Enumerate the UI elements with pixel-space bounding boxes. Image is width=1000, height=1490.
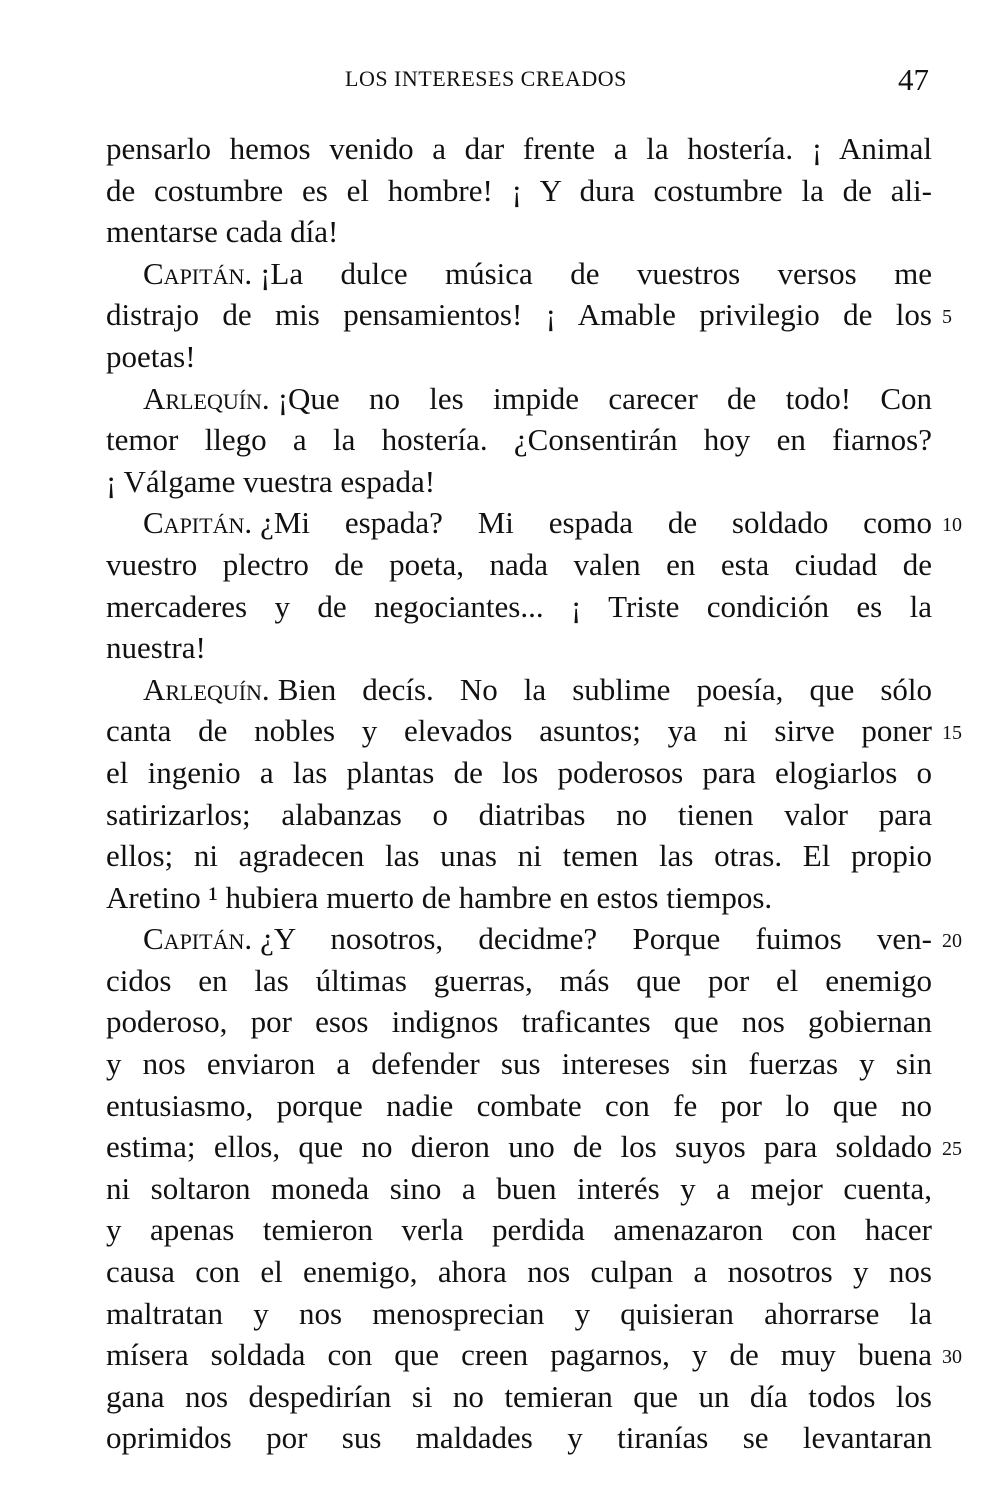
text-line xyxy=(106,918,962,960)
line-text xyxy=(106,877,932,919)
line-text xyxy=(106,336,932,378)
line-number: 30 xyxy=(942,1346,962,1369)
text-line xyxy=(106,752,932,794)
line-content: canta de nobles y elevados asuntos; ya ni sirve poner xyxy=(106,713,932,749)
line-text xyxy=(106,1168,932,1210)
line-text xyxy=(106,1209,932,1251)
text-line xyxy=(106,960,932,1002)
line-text xyxy=(106,710,932,752)
line-text xyxy=(106,1126,932,1168)
line-content: vuestro plectro de poeta, nada valen en esta ciudad de xyxy=(106,546,932,582)
line-text xyxy=(106,253,932,295)
line-content: y nos enviaron a defender sus intereses sin fuerzas y sin xyxy=(106,1046,932,1082)
line-content: Aretino ¹ hubiera muerto de hambre en estos tiempos. xyxy=(106,879,773,915)
text-line xyxy=(106,1251,932,1293)
text-line xyxy=(106,794,932,836)
line-text xyxy=(106,294,932,336)
line-content: maltratan y nos menosprecian y quisieran ahorrarse la xyxy=(106,1295,932,1331)
text-line xyxy=(106,378,932,420)
text-line xyxy=(106,1126,962,1168)
text-line xyxy=(106,877,932,919)
speaker-name: Arlequín. xyxy=(143,380,270,416)
line-content: Bien decís. No la sublime poesía, que sólo xyxy=(277,671,932,707)
line-text xyxy=(106,794,932,836)
line-content: distrajo de mis pensamientos! ¡ Amable privilegio de los xyxy=(106,297,932,333)
text-line xyxy=(106,253,932,295)
line-text xyxy=(106,419,932,461)
line-content: ¿Mi espada? Mi espada de soldado como xyxy=(260,505,932,541)
line-text xyxy=(106,502,932,544)
text-line xyxy=(106,586,932,628)
line-content: ¡Que no les impide carecer de todo! Con xyxy=(277,380,932,416)
line-number: 10 xyxy=(942,514,962,537)
text-line xyxy=(106,336,932,378)
text-line xyxy=(106,211,932,253)
line-content: entusiasmo, porque nadie combate con fe por lo que no xyxy=(106,1087,932,1123)
text-line xyxy=(106,710,962,752)
line-text xyxy=(106,1334,932,1376)
text-line xyxy=(106,461,932,503)
text-line xyxy=(106,1417,932,1459)
page-number: 47 xyxy=(898,62,929,97)
line-content: ni soltaron moneda sino a buen interés y a mejor cuenta, xyxy=(106,1170,932,1206)
line-number: 20 xyxy=(942,930,962,953)
line-content: cidos en las últimas guerras, más que por el enemigo xyxy=(106,962,932,998)
text-line xyxy=(106,170,932,212)
line-text xyxy=(106,1085,932,1127)
speaker-name: Capitán. xyxy=(143,255,253,291)
body-text xyxy=(106,128,962,1459)
text-line xyxy=(106,669,932,711)
text-line xyxy=(106,1209,932,1251)
line-text xyxy=(106,544,932,586)
text-line xyxy=(106,1168,932,1210)
line-content: nuestra! xyxy=(106,630,206,666)
text-line xyxy=(106,544,932,586)
line-text xyxy=(106,627,932,669)
line-content: temor llego a la hostería. ¿Consentirán hoy en fiarnos? xyxy=(106,422,932,458)
line-text xyxy=(106,752,932,794)
text-line xyxy=(106,1043,932,1085)
line-text xyxy=(106,1376,932,1418)
speaker-name: Capitán. xyxy=(143,505,253,541)
text-line xyxy=(106,128,932,170)
speaker-name: Arlequín. xyxy=(143,671,270,707)
line-text xyxy=(106,1417,932,1459)
line-text xyxy=(106,128,932,170)
line-content: oprimidos por sus maldades y tiranías se levantaran xyxy=(106,1420,932,1456)
line-content: y apenas temieron verla perdida amenazaron con hacer xyxy=(106,1212,932,1248)
line-content: mísera soldada con que creen pagarnos, y de muy buena xyxy=(106,1337,932,1373)
line-content: poetas! xyxy=(106,338,196,374)
line-number: 25 xyxy=(942,1138,962,1161)
speaker-name: Capitán. xyxy=(143,921,253,957)
text-line xyxy=(106,835,932,877)
line-text xyxy=(106,378,932,420)
line-text xyxy=(106,1001,932,1043)
line-content: el ingenio a las plantas de los poderosos para elogiarlos o xyxy=(106,754,932,790)
text-line xyxy=(106,1376,932,1418)
line-content: gana nos despedirían si no temieran que un día todos los xyxy=(106,1378,932,1414)
line-text xyxy=(106,960,932,1002)
text-line xyxy=(106,1085,932,1127)
line-text xyxy=(106,211,932,253)
line-content: ¡ Válgame vuestra espada! xyxy=(106,463,436,499)
line-content: de costumbre es el hombre! ¡ Y dura costumbre la de ali- xyxy=(106,172,932,208)
line-number: 5 xyxy=(942,306,952,329)
line-content: estima; ellos, que no dieron uno de los suyos para soldado xyxy=(106,1129,932,1165)
text-line xyxy=(106,1001,932,1043)
line-text xyxy=(106,1293,932,1335)
line-text xyxy=(106,918,932,960)
line-content: ¡La dulce música de vuestros versos me xyxy=(260,255,932,291)
running-title: LOS INTERESES CREADOS xyxy=(345,66,627,91)
line-text xyxy=(106,835,932,877)
line-content: causa con el enemigo, ahora nos culpan a nosotros y nos xyxy=(106,1254,932,1290)
line-content: pensarlo hemos venido a dar frente a la hostería. ¡ Animal xyxy=(106,131,932,166)
line-content: satirizarlos; alabanzas o diatribas no tienen valor para xyxy=(106,796,932,832)
line-text xyxy=(106,1251,932,1293)
line-content: ellos; ni agradecen las unas ni temen las otras. El propio xyxy=(106,838,932,874)
line-text xyxy=(106,669,932,711)
line-text xyxy=(106,170,932,212)
text-line xyxy=(106,1334,962,1376)
line-content: poderoso, por esos indignos traficantes que nos gobiernan xyxy=(106,1004,932,1040)
line-content: ¿Y nosotros, decidme? Porque fuimos ven- xyxy=(260,921,932,957)
text-line xyxy=(106,1293,932,1335)
line-text xyxy=(106,586,932,628)
text-line xyxy=(106,419,932,461)
line-content: mercaderes y de negociantes... ¡ Triste condición es la xyxy=(106,588,932,624)
text-line xyxy=(106,627,932,669)
line-content: mentarse cada día! xyxy=(106,214,339,250)
line-text xyxy=(106,1043,932,1085)
line-text xyxy=(106,461,932,503)
text-line xyxy=(106,294,952,336)
text-line xyxy=(106,502,962,544)
line-number: 15 xyxy=(942,722,962,745)
